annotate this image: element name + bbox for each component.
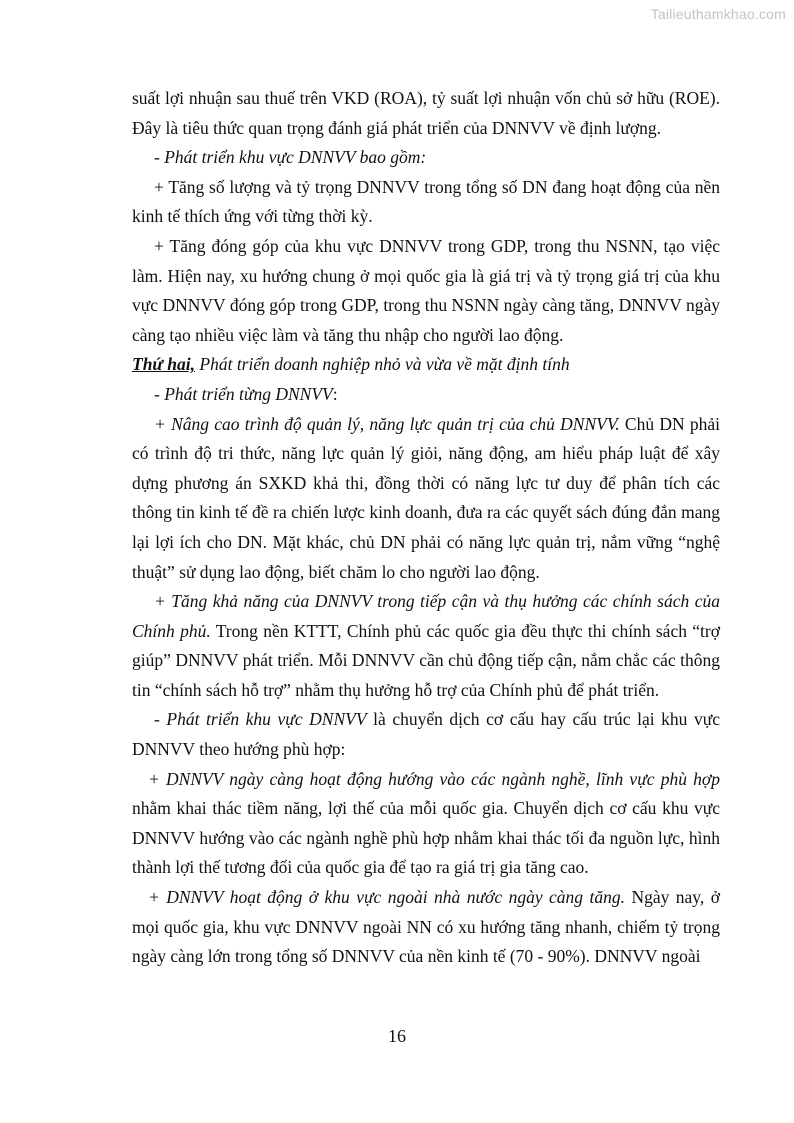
paragraph-9-rest: là chuyển dịch cơ cấu hay cấu trúc lại khu vực DNNVV theo hướng phù hợp: — [132, 709, 720, 760]
heading-strong-label: Thứ hai, — [132, 354, 196, 375]
paragraph-8 — [132, 587, 720, 705]
paragraph-11 — [132, 883, 720, 972]
paragraph-8-rest: Trong nền KTTT, Chính phủ các quốc gia đều thực thi chính sách “trợ giúp” DNNVV phát triển. Mỗi DNNVV cần chủ động tiếp cận, nắm chắc các thông tin “chính sách hỗ trợ” nhằm thụ hưởng hỗ trợ của Chính phủ để phát triển. — [132, 620, 720, 700]
watermark-text: Tailieuthamkhao.com — [650, 6, 786, 22]
paragraph-7-italic: + Nâng cao trình độ quản lý, năng lực quản trị của chủ DNNVV. — [154, 413, 620, 434]
paragraph-11-rest: Ngày nay, ở mọi quốc gia, khu vực DNNVV ngoài NN có xu hướng tăng nhanh, chiếm tỷ trọng ngày càng lớn trong tổng số DNNVV của nền kinh tế (70 - 90%). DNNVV ngoài — [132, 887, 720, 967]
paragraph-7-rest: Chủ DN phải có trình độ tri thức, năng lực quản lý giỏi, năng động, am hiểu pháp luật để xây dựng phương án SXKD khả thi, đồng thời có năng lực tư duy để phân tích các thông tin kinh tế đề ra chiến lược kinh doanh, đưa ra các quyết sách đúng đắn mang lại lợi ích cho DN. Mặt khác, chủ DN phải có năng lực quản trị, nắm vững “nghệ thuật” sử dụng lao động, biết chăm lo cho người lao động. — [132, 413, 720, 582]
paragraph-2-italic: - Phát triển khu vực DNNVV bao gồm: — [154, 147, 427, 168]
paragraph-9 — [132, 705, 720, 764]
heading-italic-text: Phát triển doanh nghiệp nhỏ và vừa về mặt định tính — [195, 354, 570, 375]
document-body — [132, 84, 720, 972]
paragraph-3: + Tăng số lượng và tỷ trọng DNNVV trong tổng số DN đang hoạt động của nền kinh tế thích ứng với từng thời kỳ. — [132, 176, 720, 227]
paragraph-8-italic: + Tăng khả năng của DNNVV trong tiếp cận và thụ hưởng các chính sách của Chính phủ. — [132, 591, 720, 641]
paragraph-10-rest: nhằm khai thác tiềm năng, lợi thế của mỗi quốc gia. Chuyển dịch cơ cấu khu vực DNNVV hướng vào các ngành nghề phù hợp nhằm khai thác tối đa nguồn lực, hình thành lợi thế tương đối của quốc gia để tạo ra giá trị gia tăng cao. — [132, 798, 720, 878]
paragraph-6-italic: - Phát triển từng DNNVV — [154, 383, 333, 404]
paragraph-1: suất lợi nhuận sau thuế trên VKD (ROA), tỷ suất lợi nhuận vốn chủ sở hữu (ROE). Đây là tiêu thức quan trọng đánh giá phát triển của DNNVV về định lượng. — [132, 88, 720, 138]
paragraph-10-italic: + DNNVV ngày càng hoạt động hướng vào các ngành nghề, lĩnh vực phù hợp — [148, 768, 720, 789]
paragraph-11-italic: + DNNVV hoạt động ở khu vực ngoài nhà nước ngày càng tăng. — [148, 887, 625, 908]
paragraph-6-rest: : — [332, 383, 338, 404]
paragraph-9-italic: - Phát triển khu vực DNNVV — [154, 709, 367, 730]
paragraph-2 — [132, 143, 720, 173]
paragraph-5-heading — [132, 350, 720, 380]
page-number: 16 — [388, 1026, 406, 1046]
paragraph-6 — [132, 380, 720, 410]
paragraph-10 — [132, 765, 720, 883]
paragraph-7 — [132, 410, 720, 588]
paragraph-4: + Tăng đóng góp của khu vực DNNVV trong GDP, trong thu NSNN, tạo việc làm. Hiện nay, xu hướng chung ở mọi quốc gia là giá trị và tỷ trọng giá trị của khu vực DNNVV đóng góp trong GDP, trong thu NSNN ngày càng tăng, DNNVV ngày càng tạo nhiều việc làm và tăng thu nhập cho người lao động. — [132, 235, 720, 345]
